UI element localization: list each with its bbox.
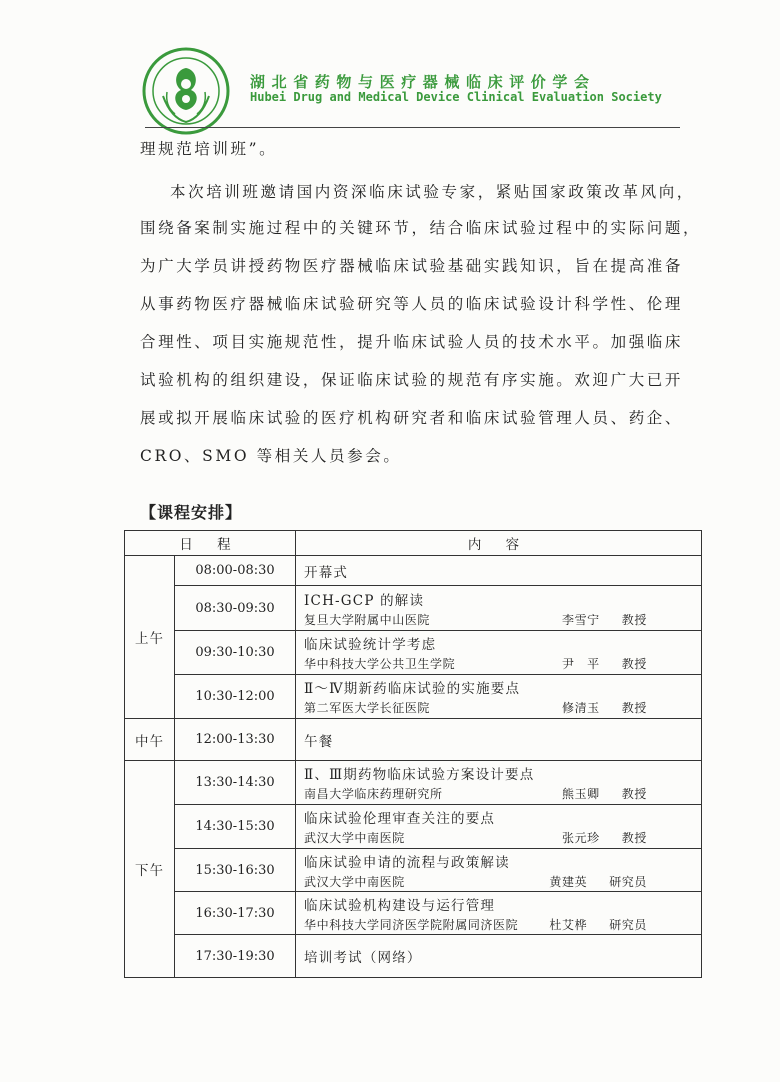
speaker-org: 南昌大学临床药理研究所 — [304, 787, 443, 801]
paragraph-line: 试验机构的组织建设，保证临床试验的规范有序实施。欢迎广大已开 — [140, 371, 684, 389]
content-cell — [296, 849, 702, 892]
speaker-name: 修清玉 — [561, 701, 600, 715]
speaker-name: 杜艾桦 — [549, 917, 588, 932]
speaker-rank: 教授 — [621, 612, 647, 627]
time-cell: 09:30-10:30 — [175, 631, 296, 675]
speaker-name: 尹 平 — [561, 657, 600, 671]
speaker-org: 武汉大学中南医院 — [304, 874, 405, 889]
speaker-name: 黄建英 — [549, 874, 588, 889]
speaker-name: 张元珍 — [561, 831, 600, 845]
table-row — [125, 761, 702, 805]
paragraph-line: 展或拟开展临床试验的医疗机构研究者和临床试验管理人员、药企、 — [140, 409, 684, 427]
speaker-rank: 教授 — [621, 787, 647, 801]
session-title: 培训考试（网络） — [304, 950, 422, 966]
content-cell — [296, 805, 702, 849]
time-cell: 08:00-08:30 — [175, 556, 296, 586]
session-title: ICH-GCP 的解读 — [304, 592, 425, 609]
speaker-org: 第二军医大学长征医院 — [304, 701, 431, 715]
content-cell — [296, 761, 702, 805]
content-cell — [296, 556, 702, 586]
session-title: Ⅱ～Ⅳ期新药临床试验的实施要点 — [304, 681, 521, 697]
period-morning: 上午 — [125, 556, 175, 719]
time-cell: 16:30-17:30 — [175, 892, 296, 935]
table-row — [125, 675, 702, 719]
table-row — [125, 805, 702, 849]
session-title: Ⅱ、Ⅲ期药物临床试验方案设计要点 — [304, 767, 535, 783]
speaker-org: 复旦大学附属中山医院 — [304, 612, 431, 627]
paragraph-line: 理规范培训班”。 — [140, 140, 278, 158]
table-row — [125, 631, 702, 675]
content-cell — [296, 719, 702, 761]
content-cell — [296, 935, 702, 978]
time-cell: 14:30-15:30 — [175, 805, 296, 849]
table-row — [125, 892, 702, 935]
speaker-org: 武汉大学中南医院 — [304, 831, 405, 845]
schedule-table — [124, 530, 702, 978]
paragraph-line: 围绕备案制实施过程中的关键环节，结合临床试验过程中的实际问题， — [140, 219, 702, 237]
session-title: 临床试验机构建设与运行管理 — [304, 897, 496, 914]
content-cell — [296, 586, 702, 631]
time-cell: 10:30-12:00 — [175, 675, 296, 719]
speaker-rank: 教授 — [621, 701, 647, 715]
paragraph-line: CRO、SMO 等相关人员参会。 — [140, 447, 402, 465]
period-afternoon: 下午 — [125, 761, 175, 978]
speaker-rank: 教授 — [621, 657, 647, 671]
time-cell: 13:30-14:30 — [175, 761, 296, 805]
paragraph-line: 合理性、项目实施规范性，提升临床试验人员的技术水平。加强临床 — [140, 333, 684, 351]
speaker-org: 华中科技大学公共卫生学院 — [304, 657, 456, 671]
time-cell: 17:30-19:30 — [175, 935, 296, 978]
header-date: 日 程 — [125, 531, 296, 556]
paragraph-line: 为广大学员讲授药物医疗器械临床试验基础实践知识，旨在提高准备 — [140, 257, 684, 275]
time-cell: 12:00-13:30 — [175, 719, 296, 761]
org-name-en: Hubei Drug and Medical Device Clinical Evaluation Society — [250, 90, 662, 104]
table-header-row — [125, 531, 702, 556]
session-title: 临床试验伦理审查关注的要点 — [304, 811, 496, 827]
content-cell — [296, 631, 702, 675]
time-cell: 08:30-09:30 — [175, 586, 296, 631]
header-content: 内 容 — [296, 531, 702, 556]
content-cell — [296, 892, 702, 935]
speaker-name: 熊玉卿 — [561, 787, 600, 801]
period-noon: 中午 — [125, 719, 175, 761]
table-row — [125, 586, 702, 631]
speaker-rank: 研究员 — [609, 917, 647, 932]
speaker-rank: 教授 — [621, 831, 647, 845]
session-title: 临床试验统计学考虑 — [304, 637, 437, 653]
speaker-rank: 研究员 — [609, 874, 647, 889]
time-cell: 15:30-16:30 — [175, 849, 296, 892]
paragraph-line: 从事药物医疗器械临床试验研究等人员的临床试验设计科学性、伦理 — [140, 295, 684, 313]
speaker-name: 李雪宁 — [561, 612, 600, 627]
session-title: 临床试验申请的流程与政策解读 — [304, 854, 510, 871]
table-row — [125, 849, 702, 892]
speaker-org: 华中科技大学同济医学院附属同济医院 — [304, 917, 519, 932]
session-title: 开幕式 — [304, 564, 349, 581]
table-row — [125, 935, 702, 978]
paragraph-line: 本次培训班邀请国内资深临床试验专家，紧贴国家政策改革风向， — [170, 183, 695, 201]
session-title: 午餐 — [304, 733, 334, 750]
org-name-cn: 湖北省药物与医疗器械临床评价学会 — [250, 73, 596, 91]
content-cell — [296, 675, 702, 719]
header-divider — [145, 127, 680, 128]
table-row — [125, 719, 702, 761]
society-emblem-icon — [141, 46, 231, 136]
table-row — [125, 556, 702, 586]
section-title: 【课程安排】 — [140, 503, 243, 522]
